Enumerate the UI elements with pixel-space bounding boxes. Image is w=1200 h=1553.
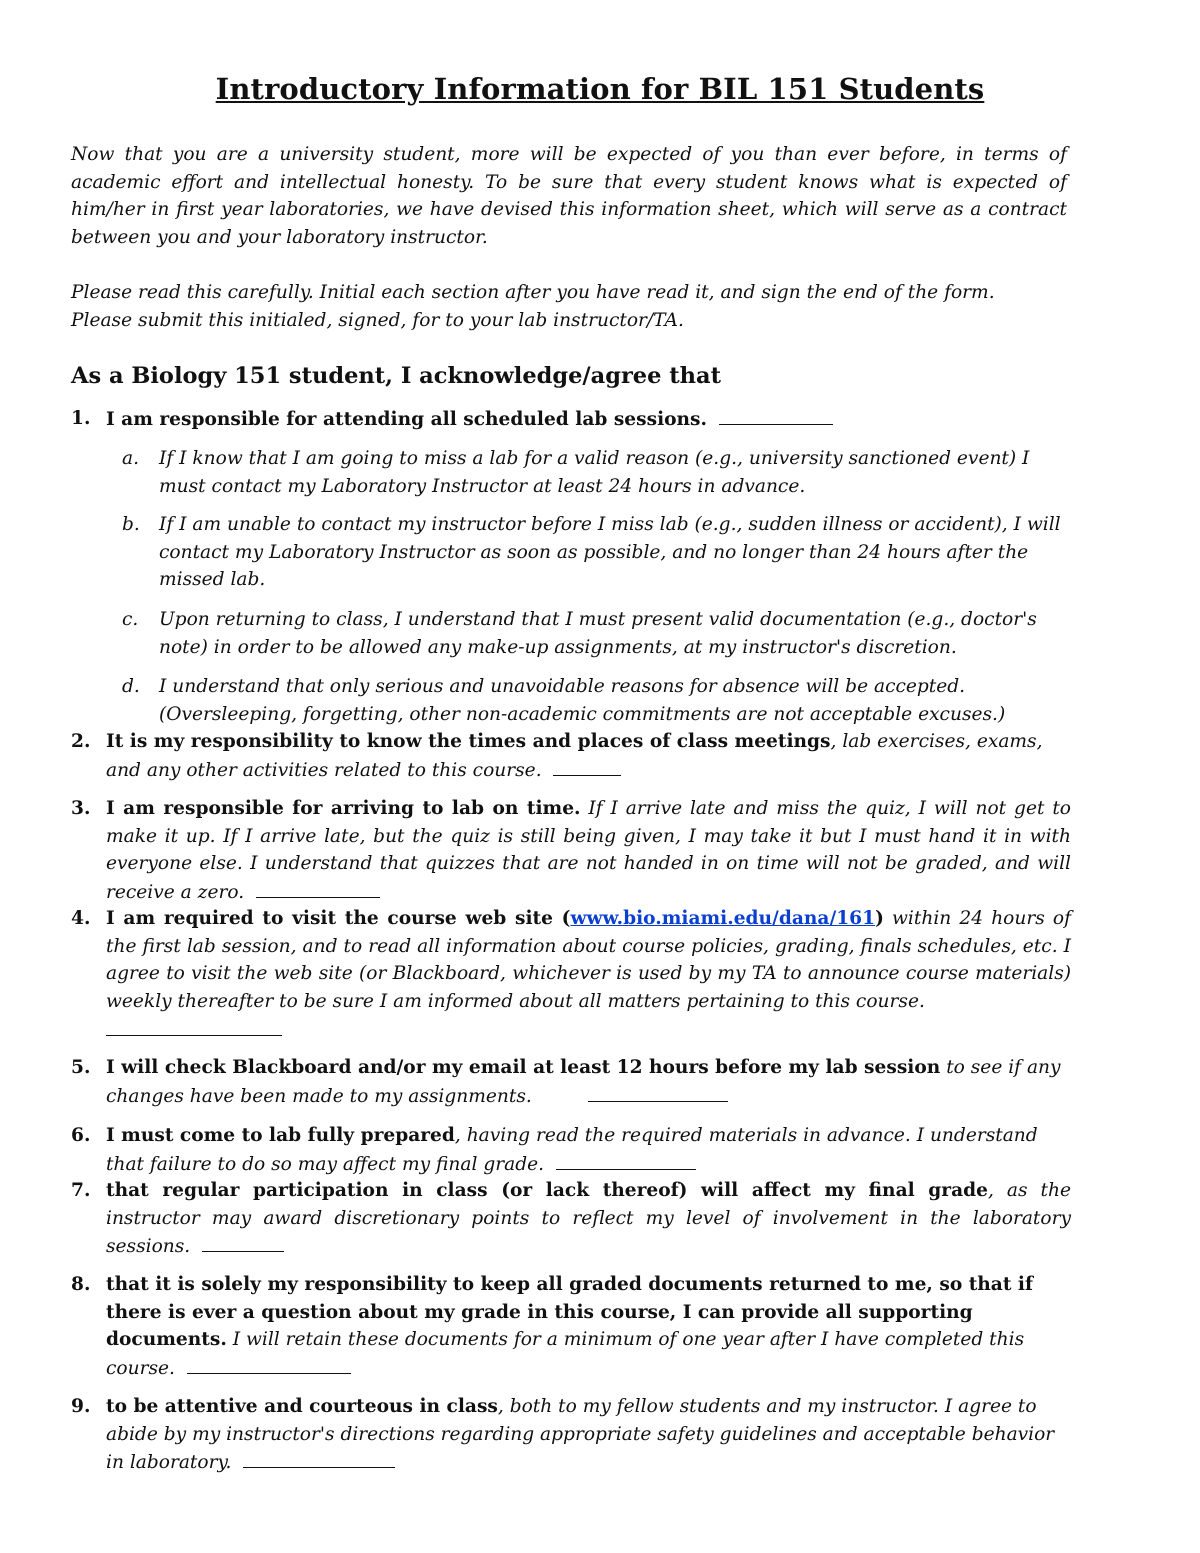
item-statement: that it is solely my responsibility to keep all graded documents returned to me, so that if there is ever a question about my grade in this course, I can provide all supporting documents.: [106, 1274, 1033, 1351]
item-number: 8.: [71, 1274, 91, 1295]
initial-blank-9[interactable]: [243, 1448, 395, 1468]
item-number: 2.: [71, 731, 91, 752]
item-number: 4.: [71, 908, 91, 929]
item-statement: that regular participation in class (or lack thereof) will affect my final grade: [106, 1180, 988, 1201]
sub-item-text: If I am unable to contact my instructor before I miss lab (e.g., sudden illness or accident), I will contact my Laboratory Instructor as soon as possible, and no longer than 24 hours after the missed lab.: [159, 514, 1061, 591]
item-number: 1.: [71, 408, 91, 429]
item-number: 3.: [71, 798, 91, 819]
sub-item-letter: b.: [122, 514, 140, 535]
item-number: 5.: [71, 1057, 91, 1078]
list-item-6: [71, 1122, 1071, 1178]
item-statement-close: ): [875, 908, 884, 929]
sub-item-text: If I know that I am going to miss a lab for a valid reason (e.g., university sanctioned event) I must contact my Laboratory Instructor at least 24 hours in advance.: [159, 448, 1030, 497]
item-detail: If I arrive late and miss the quiz, I will not get to make it up. If I arrive late, but the quiz is still being given, I may take it but I must hand it in with everyone else. I understand that quizzes that are not handed in on time will not be graded, and will receive a zero.: [106, 798, 1071, 904]
list-item-1: [71, 405, 1071, 434]
item-detail: , lab exercises, exams, and any other activities related to this course.: [106, 731, 1043, 781]
initial-blank-1[interactable]: [719, 405, 833, 425]
sub-item-1d: [122, 673, 1062, 728]
sub-item-letter: c.: [122, 609, 139, 630]
section-heading: As a Biology 151 student, I acknowledge/agree that: [71, 363, 721, 389]
list-item-4: [71, 905, 1071, 1045]
sub-item-letter: d.: [122, 676, 140, 697]
sub-item-text: I understand that only serious and unavoidable reasons for absence will be accepted. (Oversleeping, forgetting, other non-academic commitments are not acceptable excuses.): [159, 676, 1006, 725]
list-item-7: [71, 1177, 1071, 1261]
initial-blank-5[interactable]: [588, 1082, 728, 1102]
item-statement: I will check Blackboard and/or my email at least 12 hours before my lab session: [106, 1057, 941, 1078]
list-item-3: [71, 795, 1071, 907]
initial-blank-6[interactable]: [556, 1150, 696, 1170]
sub-item-1a: [122, 445, 1062, 500]
course-website-link[interactable]: www.bio.miami.edu/dana/161: [570, 908, 876, 929]
initial-blank-8[interactable]: [187, 1354, 351, 1374]
item-detail: , as the instructor may award discretionary points to reflect my level of involvement in the laboratory sessions.: [106, 1180, 1071, 1258]
instructions-line-1: Please read this carefully. Initial each section after you have read it, and sign the end of the form.: [71, 282, 995, 303]
list-item-8: [71, 1271, 1071, 1383]
item-statement: I am required to visit the course web site (: [106, 908, 571, 929]
item-statement: I must come to lab fully prepared: [106, 1125, 455, 1146]
item-detail: within 24 hours of the first lab session, and to read all information about course policies, grading, finals schedules, etc. I agree to visit the web site (or Blackboard, whichever is used by my TA to announce course materials) weekly thereafter to be sure I am informed about all matters pertaining to this course.: [106, 908, 1071, 1013]
item-number: 9.: [71, 1396, 91, 1417]
sub-item-text: Upon returning to class, I understand that I must present valid documentation (e.g., doctor's note) in order to be allowed any make-up assignments, at my instructor's discretion.: [159, 609, 1037, 658]
item-number: 6.: [71, 1125, 91, 1146]
sub-item-letter: a.: [122, 448, 139, 469]
list-item-9: [71, 1393, 1071, 1477]
list-item-2: [71, 728, 1071, 784]
instructions-line-2: Please submit this initialed, signed, for to your lab instructor/TA.: [71, 309, 684, 331]
page-title: Introductory Information for BIL 151 Students: [215, 72, 985, 106]
item-statement: It is my responsibility to know the times and places of class meetings: [106, 731, 831, 752]
initial-blank-4[interactable]: [106, 1016, 282, 1036]
item-detail: , both to my fellow students and my instructor. I agree to abide by my instructor's directions regarding appropriate safety guidelines and acceptable behavior in laboratory.: [106, 1396, 1055, 1474]
initial-blank-7[interactable]: [202, 1232, 284, 1252]
sub-item-1b: [122, 511, 1062, 594]
item-statement: to be attentive and courteous in class: [106, 1396, 498, 1417]
sub-item-1c: [122, 606, 1062, 661]
instructions-paragraph: [71, 279, 1067, 334]
initial-blank-3[interactable]: [256, 878, 380, 898]
item-detail: to see if any changes have been made to my assignments.: [106, 1057, 1061, 1107]
intro-paragraph: Now that you are a university student, more will be expected of you than ever before, in terms of academic effort and intellectual honesty. To be sure that every student knows what is expected of him/her in first year laboratories, we have devised this information sheet, which will serve as a contract between you and your laboratory instructor.: [71, 144, 1067, 249]
list-item-5: [71, 1054, 1071, 1110]
item-detail: I will retain these documents for a minimum of one year after I have completed this course.: [106, 1329, 1025, 1380]
item-statement: I am responsible for attending all scheduled lab sessions.: [106, 409, 708, 430]
item-detail: , having read the required materials in advance. I understand that failure to do so may affect my final grade.: [106, 1125, 1038, 1175]
item-number: 7.: [71, 1180, 91, 1201]
item-statement: I am responsible for arriving to lab on time.: [106, 798, 581, 819]
initial-blank-2[interactable]: [553, 756, 621, 776]
